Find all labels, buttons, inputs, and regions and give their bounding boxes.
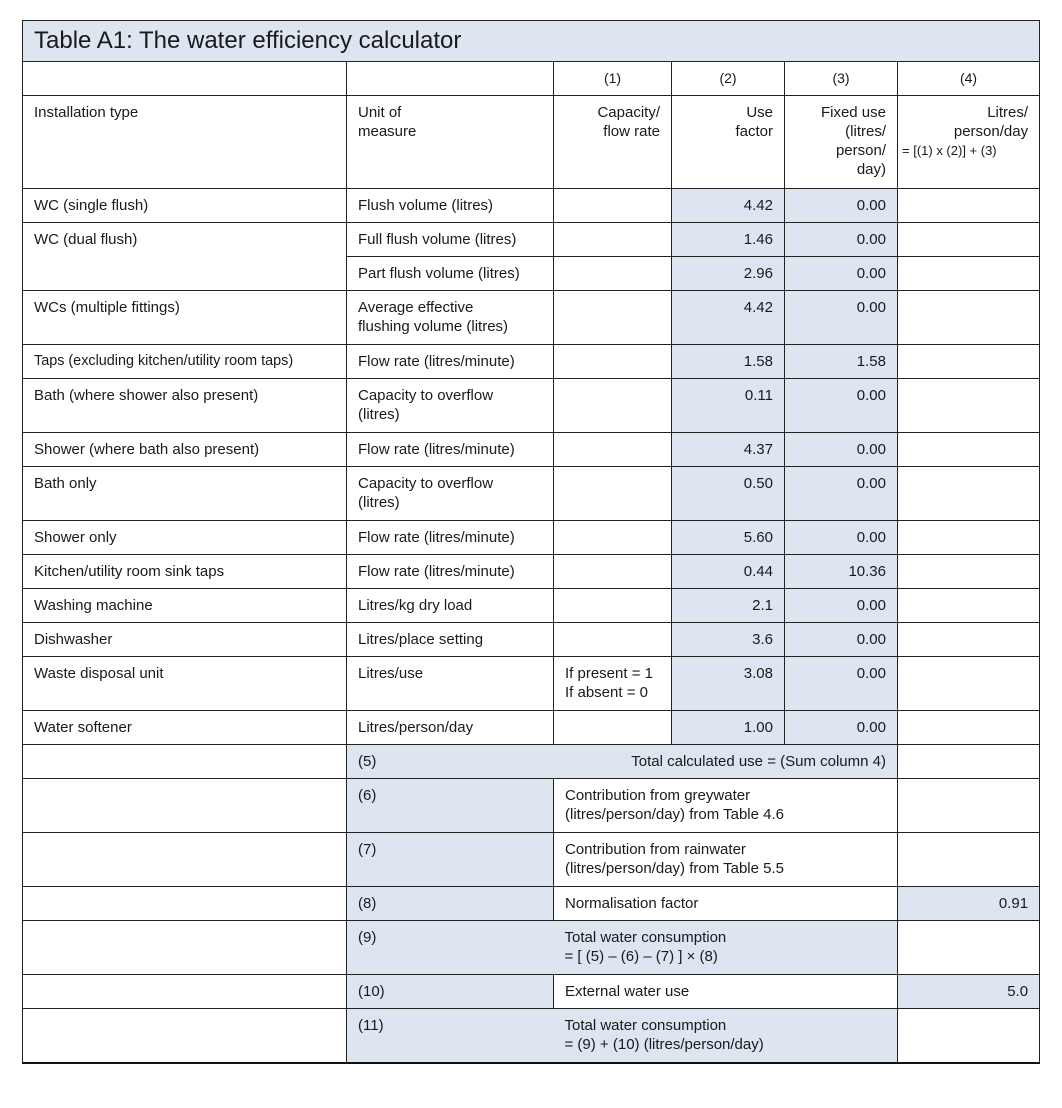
use-factor-cell: 4.42 <box>672 189 785 223</box>
table-row <box>23 379 1040 433</box>
unit-cell: Full flush volume (litres) <box>347 223 554 257</box>
litres-result-cell[interactable] <box>898 555 1040 589</box>
blank-cell <box>23 833 347 887</box>
col-number-2: (2) <box>672 62 785 96</box>
summary-row <box>23 975 1040 1009</box>
litres-result-cell[interactable] <box>898 345 1040 379</box>
summary-row <box>23 779 1040 833</box>
summary-row <box>23 745 1040 779</box>
table-title: Table A1: The water efficiency calculator <box>23 21 1040 62</box>
installation-cell: Waste disposal unit <box>23 657 347 711</box>
blank-cell <box>23 779 347 833</box>
litres-result-cell[interactable] <box>898 433 1040 467</box>
use-factor-cell: 0.11 <box>672 379 785 433</box>
use-factor-cell: 1.46 <box>672 223 785 257</box>
installation-cell: Water softener <box>23 711 347 745</box>
fixed-use-cell: 0.00 <box>785 379 898 433</box>
fixed-use-cell: 0.00 <box>785 257 898 291</box>
header-fixed-use <box>785 96 898 189</box>
litres-result-cell[interactable] <box>898 223 1040 257</box>
summary-row <box>23 1009 1040 1064</box>
unit-cell <box>347 291 554 345</box>
capacity-line: If present = 1 <box>565 665 653 682</box>
unit-cell: Litres/use <box>347 657 554 711</box>
summary-label: Normalisation factor <box>554 887 898 921</box>
summary-label-line: = (9) + (10) (litres/person/day) <box>564 1036 764 1053</box>
unit-cell: Flow rate (litres/minute) <box>347 521 554 555</box>
litres-result-cell[interactable] <box>898 589 1040 623</box>
installation-cell: WC (single flush) <box>23 189 347 223</box>
summary-label-line: Contribution from rainwater <box>565 841 746 858</box>
fixed-use-cell: 0.00 <box>785 433 898 467</box>
water-calculator-table-container <box>22 20 1039 1064</box>
summary-number: (7) <box>347 833 554 887</box>
summary-row <box>23 833 1040 887</box>
header-fixed-line: day) <box>856 161 886 178</box>
table-row <box>23 711 1040 745</box>
unit-cell: Litres/place setting <box>347 623 554 657</box>
capacity-input-cell[interactable] <box>554 521 672 555</box>
capacity-input-cell[interactable] <box>554 223 672 257</box>
unit-cell <box>347 467 554 521</box>
table-row <box>23 623 1040 657</box>
installation-cell: WC (dual flush) <box>23 223 347 291</box>
header-fixed-line: person/ <box>835 142 886 159</box>
capacity-input-cell[interactable] <box>554 189 672 223</box>
installation-cell: Bath only <box>23 467 347 521</box>
unit-cell: Flow rate (litres/minute) <box>347 433 554 467</box>
summary-number: (10) <box>347 975 554 1009</box>
use-factor-cell: 5.60 <box>672 521 785 555</box>
capacity-input-cell[interactable] <box>554 433 672 467</box>
capacity-input-cell[interactable] <box>554 345 672 379</box>
use-factor-cell: 0.50 <box>672 467 785 521</box>
summary-value-cell[interactable] <box>898 1009 1040 1064</box>
litres-result-cell[interactable] <box>898 467 1040 521</box>
header-installation: Installation type <box>23 96 347 189</box>
capacity-input-cell[interactable] <box>554 257 672 291</box>
fixed-use-cell: 0.00 <box>785 711 898 745</box>
header-unit <box>347 96 554 189</box>
fixed-use-cell: 0.00 <box>785 223 898 257</box>
fixed-use-cell: 0.00 <box>785 189 898 223</box>
capacity-input-cell[interactable] <box>554 589 672 623</box>
header-use-line: factor <box>735 123 773 140</box>
summary-label-line: Total water consumption <box>564 1017 727 1034</box>
summary-label: Total calculated use = (Sum column 4) <box>554 745 898 779</box>
use-factor-cell: 2.96 <box>672 257 785 291</box>
litres-result-cell[interactable] <box>898 291 1040 345</box>
summary-value-cell[interactable] <box>898 921 1040 975</box>
installation-cell: Dishwasher <box>23 623 347 657</box>
litres-result-cell[interactable] <box>898 379 1040 433</box>
unit-line: flushing volume (litres) <box>358 318 509 335</box>
capacity-input-cell[interactable] <box>554 291 672 345</box>
summary-label-line: (litres/person/day) from Table 4.6 <box>565 806 784 823</box>
summary-label-line: = [ (5) – (6) – (7) ] × (8) <box>564 948 718 965</box>
use-factor-cell: 1.00 <box>672 711 785 745</box>
summary-label <box>554 779 898 833</box>
summary-value-cell[interactable] <box>898 833 1040 887</box>
capacity-input-cell[interactable] <box>554 379 672 433</box>
table-row <box>23 223 1040 257</box>
litres-result-cell[interactable] <box>898 623 1040 657</box>
header-capacity-line: Capacity/ <box>597 104 660 121</box>
table-row <box>23 433 1040 467</box>
litres-result-cell[interactable] <box>898 521 1040 555</box>
summary-number: (11) <box>347 1009 554 1064</box>
col-number-1: (1) <box>554 62 672 96</box>
summary-number: (6) <box>347 779 554 833</box>
summary-value-cell: 0.91 <box>898 887 1040 921</box>
use-factor-cell: 1.58 <box>672 345 785 379</box>
fixed-use-cell: 0.00 <box>785 291 898 345</box>
blank-cell <box>23 745 347 779</box>
summary-number: (5) <box>347 745 554 779</box>
use-factor-cell: 3.6 <box>672 623 785 657</box>
blank-cell <box>23 975 347 1009</box>
capacity-input-cell[interactable] <box>554 711 672 745</box>
summary-value-cell[interactable] <box>898 745 1040 779</box>
table-row <box>23 521 1040 555</box>
header-unit-line: measure <box>358 123 417 140</box>
fixed-use-cell: 1.58 <box>785 345 898 379</box>
blank-cell <box>23 62 347 96</box>
summary-label-line: Total water consumption <box>564 929 727 946</box>
installation-cell: Bath (where shower also present) <box>23 379 347 433</box>
header-litres-line: person/day <box>953 123 1029 140</box>
summary-value-cell[interactable] <box>898 779 1040 833</box>
blank-cell <box>347 62 554 96</box>
capacity-input-cell[interactable] <box>554 467 672 521</box>
unit-line: (litres) <box>358 406 400 423</box>
litres-result-cell[interactable] <box>898 189 1040 223</box>
summary-label <box>554 833 898 887</box>
unit-cell: Part flush volume (litres) <box>347 257 554 291</box>
col-number-4: (4) <box>898 62 1040 96</box>
table-row <box>23 589 1040 623</box>
fixed-use-cell: 0.00 <box>785 589 898 623</box>
unit-cell: Flow rate (litres/minute) <box>347 555 554 589</box>
use-factor-cell: 0.44 <box>672 555 785 589</box>
use-factor-cell: 3.08 <box>672 657 785 711</box>
installation-cell: WCs (multiple fittings) <box>23 291 347 345</box>
header-fixed-line: Fixed use <box>820 104 886 121</box>
header-capacity <box>554 96 672 189</box>
header-unit-line: Unit of <box>358 104 402 121</box>
unit-cell: Flush volume (litres) <box>347 189 554 223</box>
installation-cell: Shower (where bath also present) <box>23 433 347 467</box>
installation-cell: Taps (excluding kitchen/utility room taps) <box>23 345 347 379</box>
capacity-input-cell[interactable] <box>554 555 672 589</box>
unit-line: Average effective <box>358 299 474 316</box>
table-row <box>23 657 1040 711</box>
installation-cell: Shower only <box>23 521 347 555</box>
unit-line: Capacity to overflow <box>358 387 494 404</box>
summary-label <box>554 921 898 975</box>
fixed-use-cell: 0.00 <box>785 521 898 555</box>
table-row <box>23 345 1040 379</box>
summary-label: External water use <box>554 975 898 1009</box>
summary-label-line: (litres/person/day) from Table 5.5 <box>565 860 784 877</box>
header-fixed-line: (litres/ <box>845 123 886 140</box>
table-row <box>23 291 1040 345</box>
header-row <box>23 96 1040 189</box>
capacity-line: If absent = 0 <box>565 684 648 701</box>
unit-cell: Litres/person/day <box>347 711 554 745</box>
unit-line: Capacity to overflow <box>358 475 494 492</box>
table-row <box>23 555 1040 589</box>
summary-label <box>554 1009 898 1064</box>
header-use-factor <box>672 96 785 189</box>
blank-cell <box>23 921 347 975</box>
use-factor-cell: 4.37 <box>672 433 785 467</box>
blank-cell <box>23 1009 347 1064</box>
summary-row <box>23 921 1040 975</box>
col-number-3: (3) <box>785 62 898 96</box>
summary-label-line: Contribution from greywater <box>565 787 751 804</box>
unit-line: (litres) <box>358 494 400 511</box>
litres-result-cell[interactable] <box>898 257 1040 291</box>
header-litres-line: Litres/ <box>987 104 1029 121</box>
fixed-use-cell: 0.00 <box>785 657 898 711</box>
table-row <box>23 189 1040 223</box>
unit-cell: Litres/kg dry load <box>347 589 554 623</box>
capacity-input-cell[interactable] <box>554 623 672 657</box>
water-efficiency-table <box>22 20 1040 1064</box>
use-factor-cell: 4.42 <box>672 291 785 345</box>
summary-value-cell: 5.0 <box>898 975 1040 1009</box>
header-capacity-line: flow rate <box>603 123 660 140</box>
table-row <box>23 467 1040 521</box>
unit-cell <box>347 379 554 433</box>
use-factor-cell: 2.1 <box>672 589 785 623</box>
fixed-use-cell: 10.36 <box>785 555 898 589</box>
litres-result-cell[interactable] <box>898 711 1040 745</box>
fixed-use-cell: 0.00 <box>785 623 898 657</box>
summary-number: (9) <box>347 921 554 975</box>
blank-cell <box>23 887 347 921</box>
header-litres <box>898 96 1040 189</box>
summary-row <box>23 887 1040 921</box>
unit-cell: Flow rate (litres/minute) <box>347 345 554 379</box>
fixed-use-cell: 0.00 <box>785 467 898 521</box>
litres-result-cell[interactable] <box>898 657 1040 711</box>
capacity-input-cell[interactable] <box>554 657 672 711</box>
installation-cell: Washing machine <box>23 589 347 623</box>
installation-cell: Kitchen/utility room sink taps <box>23 555 347 589</box>
summary-number: (8) <box>347 887 554 921</box>
header-litres-line: = [(1) x (2)] + (3) <box>902 143 997 158</box>
header-use-line: Use <box>746 104 773 121</box>
